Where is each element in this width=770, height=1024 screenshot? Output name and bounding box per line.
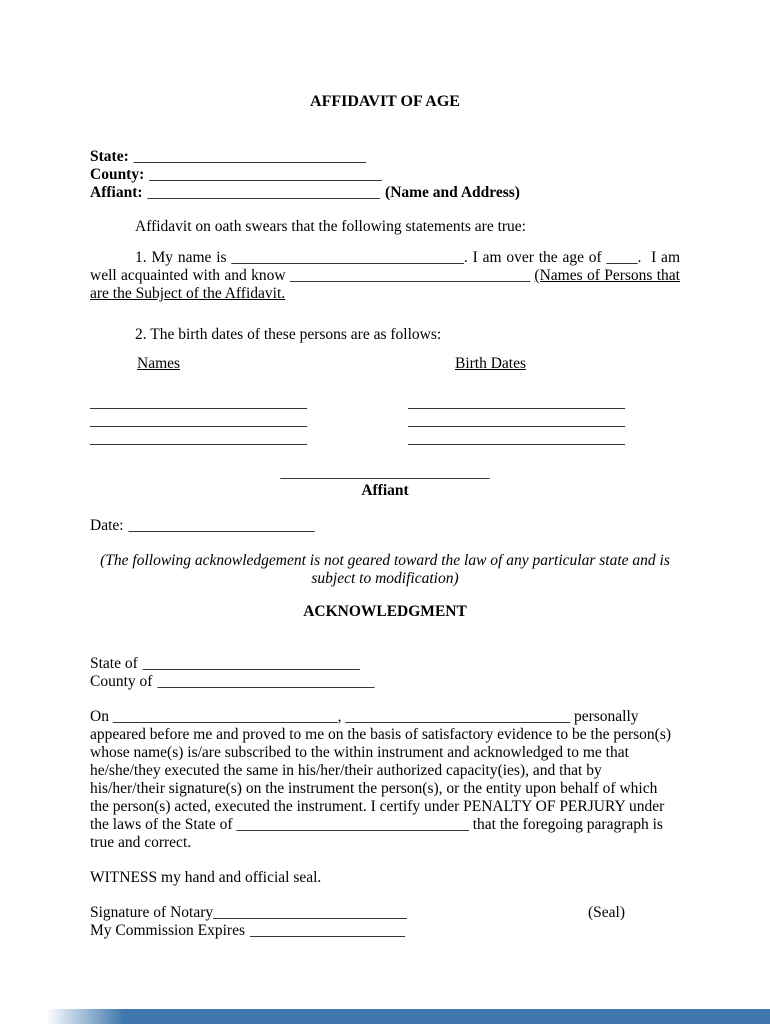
document-title: AFFIDAVIT OF AGE xyxy=(310,93,460,110)
commission-expires-blank-line: ____________________ xyxy=(250,922,406,939)
county-field xyxy=(90,166,680,184)
names-column-header: Names xyxy=(137,355,181,372)
table-row xyxy=(90,394,680,412)
statement-1 xyxy=(90,249,680,303)
oath-statement: Affidavit on oath swears that the following statements are true: xyxy=(135,218,526,235)
affiant-signature-label: Affiant xyxy=(361,482,409,499)
affiant-label: Affiant: xyxy=(90,184,143,201)
state-of-blank-line: ____________________________ xyxy=(142,655,360,672)
notary-signature-field xyxy=(90,904,680,922)
date-blank-line: ________________________ xyxy=(128,517,315,534)
name-blank-line: ____________________________ xyxy=(90,394,307,411)
statement-2: 2. The birth dates of these persons are as follows: xyxy=(135,326,442,343)
county-of-blank-line: ____________________________ xyxy=(157,673,375,690)
witness-statement: WITNESS my hand and official seal. xyxy=(90,869,322,886)
date-field xyxy=(90,517,680,535)
names-birthdates-table xyxy=(90,394,680,448)
statement-1-underlined-note: (Names of Persons that are the Subject of the Affidavit. xyxy=(90,267,680,302)
names-header-cell xyxy=(90,355,408,373)
state-label: State: xyxy=(90,148,129,165)
state-blank-line: ______________________________ xyxy=(133,148,367,165)
acknowledgment-heading: ACKNOWLEDGMENT xyxy=(303,603,467,620)
birth-date-blank-line: ____________________________ xyxy=(408,412,625,429)
name-blank-line: ____________________________ xyxy=(90,412,307,429)
commission-expires-label: My Commission Expires xyxy=(90,922,246,939)
affiant-name-address-label: (Name and Address) xyxy=(385,184,520,201)
county-label: County: xyxy=(90,166,145,183)
table-header-row xyxy=(90,355,680,373)
affiant-blank-line: ______________________________ xyxy=(147,184,381,201)
state-field xyxy=(90,148,680,166)
modification-note: (The following acknowledgement is not geared toward the law of any particular state and is subject to modification) xyxy=(100,552,670,587)
name-blank-line: ____________________________ xyxy=(90,430,307,447)
acknowledgment-body: On _____________________________, _____________________________ personally appeared before me and proved to me on the basis of satisfactory evidence to be the person(s) whose name(s) is/are subscribed to the within instrument and acknowledged to me that he/she/they executed the same in his/her/their authorized capacity(ies), and that by his/her/their signature(s) on the instrument the person(s), or the entity upon behalf of which the person(s) acted, executed the instrument. I certify under PENALTY OF PERJURY under the laws of the State of ______________________________ that the foregoing paragraph is true and correct. xyxy=(90,708,672,851)
seal-label: (Seal) xyxy=(587,904,625,921)
affiant-field xyxy=(90,184,680,202)
state-of-field xyxy=(90,655,680,673)
affiant-signature-line: ___________________________ xyxy=(280,464,490,481)
birth-dates-header-cell xyxy=(408,355,680,373)
county-of-field xyxy=(90,673,680,691)
statement-1-text: 1. My name is ______________________________. I am over the age of ____. I am well acquainted with and know _______________________________ xyxy=(90,249,680,284)
county-of-label: County of xyxy=(90,673,153,690)
notary-label-and-blank xyxy=(90,904,407,922)
county-blank-line: ______________________________ xyxy=(149,166,382,183)
notary-signature-label: Signature of Notary xyxy=(90,904,214,921)
table-row xyxy=(90,412,680,430)
date-label: Date: xyxy=(90,517,124,534)
commission-expires-field xyxy=(90,922,680,940)
birth-dates-column-header: Birth Dates xyxy=(455,355,527,372)
table-row xyxy=(90,430,680,448)
state-of-label: State of xyxy=(90,655,138,672)
bottom-blue-bar xyxy=(0,1009,770,1024)
birth-date-blank-line: ____________________________ xyxy=(408,394,625,411)
birth-date-blank-line: ____________________________ xyxy=(408,430,625,447)
notary-signature-blank-line: _________________________ xyxy=(213,904,407,921)
